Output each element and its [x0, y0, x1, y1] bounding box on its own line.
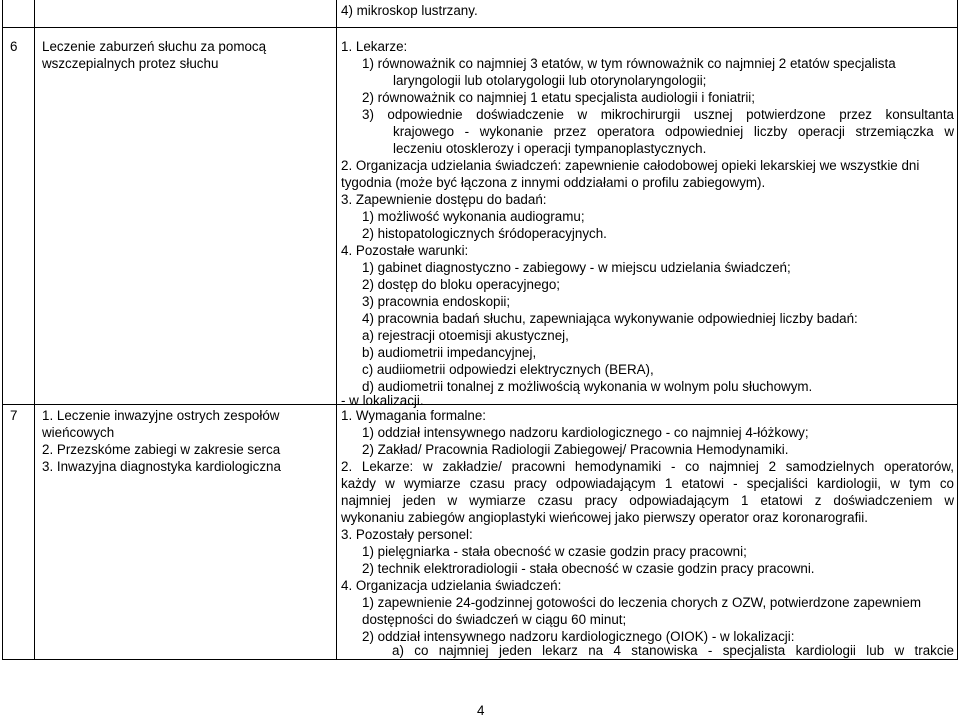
requirement-line: b) audiometrii impedancyjnej, — [362, 345, 537, 360]
row-procedure-name-line: wszczepialnych protez słuchu — [42, 56, 219, 71]
requirement-line: dostępności do świadczeń w ciągu 60 minut; — [362, 612, 627, 627]
requirement-line: leczeniu otosklerozy i operacji tympanoplastycznych. — [393, 141, 707, 156]
requirement-line: a) co najmniej jeden lekarz na 4 stanowiska - specjalista kardiologii lub w trakcie — [392, 643, 954, 658]
requirement-line: 2. Organizacja udzielania świadczeń: zapewnienie całodobowej opieki lekarskiej we wszystkie dni — [341, 158, 920, 173]
column-divider-2 — [336, 0, 337, 660]
requirement-line: 4. Pozostałe warunki: — [341, 243, 469, 258]
row-procedure-name-line: wieńcowych — [42, 425, 115, 440]
requirement-line: 4) pracownia badań słuchu, zapewniająca wykonywanie odpowiedniej liczby badań: — [362, 311, 858, 326]
requirement-line: 2) dostęp do bloku operacyjnego; — [362, 277, 561, 292]
row-number: 7 — [10, 408, 18, 423]
requirement-line: każdy w wymiarze czasu pracy odpowiadającym 1 etatowi - specjaliści kardiologii, w tym co — [341, 476, 954, 491]
requirement-line: 2) technik elektroradiologii - stała obecność w czasie godzin pracy pracowni. — [362, 561, 815, 576]
requirement-line: 1) zapewnienie 24-godzinnej gotowości do leczenia chorych z OZW, potwierdzone zapewniem — [362, 595, 921, 610]
requirement-line: c) audiiometrii odpowiedzi elektrycznych (BERA), — [362, 362, 654, 377]
column-divider-1 — [34, 0, 35, 660]
requirement-line: 1. Lekarze: — [341, 39, 408, 54]
requirement-line: 1) oddział intensywnego nadzoru kardiologicznego - co najmniej 4-łóżkowy; — [362, 425, 809, 440]
requirement-line: 3. Pozostały personel: — [341, 527, 473, 542]
table-left-border — [2, 0, 3, 660]
requirement-line: 1) równoważnik co najmniej 3 etatów, w tym równoważnik co najmniej 2 etatów specjalista — [362, 56, 896, 71]
page-number: 4 — [477, 703, 485, 718]
row-number: 6 — [10, 39, 18, 54]
row-procedure-name-line: 3. Inwazyjna diagnostyka kardiologiczna — [42, 459, 281, 474]
requirement-line: laryngologii lub otolarygologii lub otorynolaryngologii; — [393, 73, 707, 88]
requirement-line: 1) gabinet diagnostyczno - zabiegowy - w miejscu udzielania świadczeń; — [362, 260, 791, 275]
requirement-line: 2) oddział intensywnego nadzoru kardiologicznego (OIOK) - w lokalizacji: — [362, 629, 795, 644]
requirement-line: wykonaniu zabiegów angioplastyki wieńcowej jako pierwszy operator oraz koronarografii. — [341, 510, 868, 525]
requirement-line: 4. Organizacja udzielania świadczeń: — [341, 578, 562, 593]
requirement-line: krajowego - wykonanie przez operatora odpowiedniej liczby operacji strzemiączka w — [393, 124, 954, 139]
requirement-line: a) rejestracji otoemisji akustycznej, — [362, 328, 569, 343]
requirement-line: - w lokalizacji. — [341, 393, 424, 408]
row-procedure-name-line: Leczenie zaburzeń słuchu za pomocą — [42, 39, 267, 54]
row-divider-top — [2, 27, 958, 28]
requirement-line: 2) równoważnik co najmniej 1 etatu specjalista audiologii i foniatrii; — [362, 90, 755, 105]
row-procedure-name-line: 2. Przezskóme zabiegi w zakresie serca — [42, 442, 281, 457]
requirement-line: najmniej jeden w wymiarze czasu pracy odpowiadającym 1 etatowi z doświadczeniem w — [341, 493, 954, 508]
requirement-line: 3) odpowiednie doświadczenie w mikrochirurgii usznej potwierdzone przez konsultanta — [362, 107, 954, 122]
requirement-line: 1) możliwość wykonania audiogramu; — [362, 209, 585, 224]
requirement-line: 2) histopatologicznych śródoperacyjnych. — [362, 226, 607, 241]
row-divider-middle — [2, 404, 958, 405]
table-right-border — [957, 0, 958, 660]
requirement-line: 2. Lekarze: w zakładzie/ pracowni hemodynamiki - co najmniej 2 samodzielnych operatorów, — [341, 459, 954, 474]
table-bottom-border — [2, 659, 958, 660]
requirement-line: 2) Zakład/ Pracownia Radiologii Zabiegowej/ Pracownia Hemodynamiki. — [362, 442, 789, 457]
requirement-line: 1. Wymagania formalne: — [341, 408, 487, 423]
continued-list-item: 4) mikroskop lustrzany. — [341, 3, 478, 18]
requirement-line: 3. Zapewnienie dostępu do badań: — [341, 192, 547, 207]
row-procedure-name-line: 1. Leczenie inwazyjne ostrych zespołów — [42, 408, 280, 423]
requirement-line: 3) pracownia endoskopii; — [362, 294, 511, 309]
requirement-line: tygodnia (może być łączona z innymi oddziałami o profilu zabiegowym). — [341, 175, 766, 190]
requirement-line: d) audiometrii tonalnej z możliwością wykonania w wolnym polu słuchowym. — [362, 379, 813, 394]
requirement-line: 1) pielęgniarka - stała obecność w czasie godzin pracy pracowni; — [362, 544, 747, 559]
